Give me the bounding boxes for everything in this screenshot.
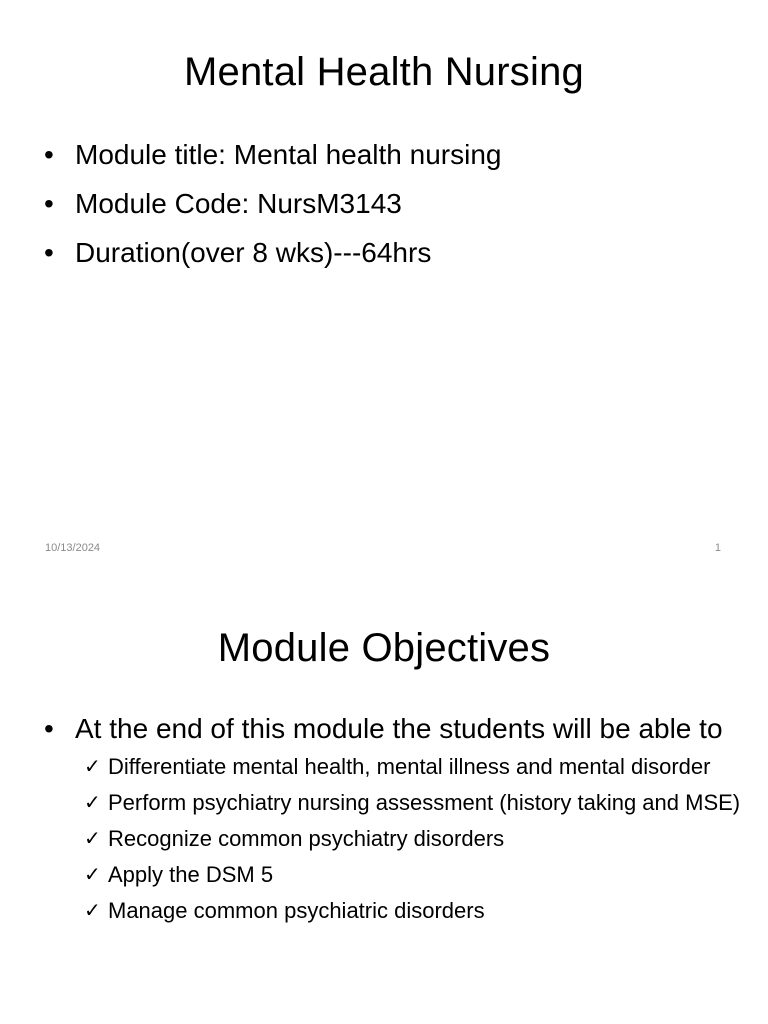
- bullet-icon: •: [44, 713, 54, 744]
- bullet-list: [44, 712, 744, 941]
- list-item: [44, 187, 744, 221]
- objective-text: Differentiate mental health, mental illness and mental disorder: [108, 754, 711, 779]
- slide-date: 10/13/2024: [45, 542, 101, 554]
- objective-text: Perform psychiatry nursing assessment (history taking and MSE): [108, 790, 741, 815]
- slide-number: 1: [714, 542, 721, 554]
- bullet-icon: •: [44, 139, 54, 170]
- slide-title: Module Objectives: [217, 626, 551, 670]
- checkmark-icon: ✓: [84, 828, 101, 850]
- objective-item: [75, 752, 744, 782]
- bullet-list: [44, 138, 744, 285]
- slide-title: Mental Health Nursing: [184, 50, 584, 94]
- checkmark-icon: ✓: [84, 900, 101, 922]
- checkmark-icon: ✓: [84, 756, 101, 778]
- objective-list: [75, 752, 744, 926]
- list-item: [44, 236, 744, 270]
- slide-2: [0, 576, 768, 1024]
- objective-text: Apply the DSM 5: [108, 862, 274, 887]
- checkmark-icon: ✓: [84, 792, 101, 814]
- objective-text: Manage common psychiatric disorders: [108, 898, 485, 923]
- objective-item: [75, 788, 744, 818]
- list-item: [44, 712, 744, 926]
- list-item: [44, 138, 744, 172]
- bullet-text: Module title: Mental health nursing: [75, 139, 502, 170]
- objective-text: Recognize common psychiatry disorders: [108, 826, 505, 851]
- objective-item: [75, 824, 744, 854]
- checkmark-icon: ✓: [84, 864, 101, 886]
- objective-item: [75, 896, 744, 926]
- bullet-icon: •: [44, 237, 54, 268]
- bullet-text: At the end of this module the students will be able to: [75, 713, 723, 744]
- bullet-text: Duration(over 8 wks)---64hrs: [75, 237, 432, 268]
- objective-item: [75, 860, 744, 890]
- bullet-text: Module Code: NursM3143: [75, 188, 402, 219]
- bullet-icon: •: [44, 188, 54, 219]
